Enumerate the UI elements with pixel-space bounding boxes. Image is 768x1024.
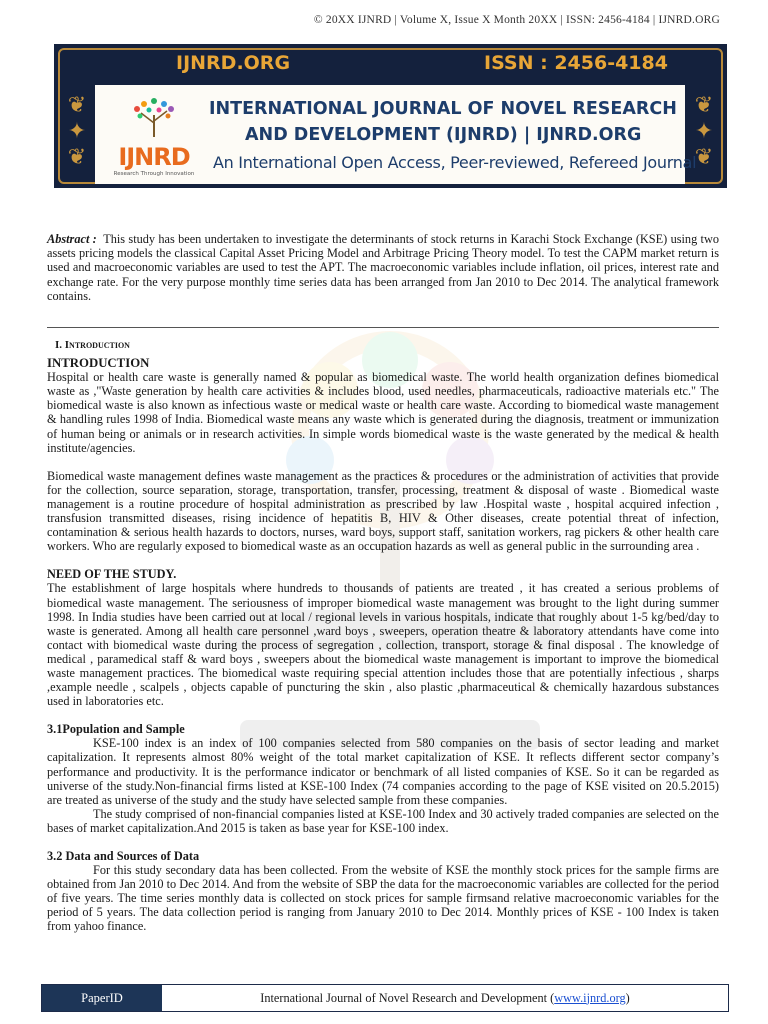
section-number: I.	[55, 339, 63, 351]
tree-logo-icon	[127, 97, 181, 137]
journal-title-line1: INTERNATIONAL JOURNAL OF NOVEL RESEARCH	[209, 99, 677, 119]
banner-panel	[95, 85, 697, 184]
intro-paragraph-1: Hospital or health care waste is generally named & popular as biomedical waste. The world health organization defines biomedical waste as ,"Waste generation by health care activities & includes blood, used needles, pharmaceuticals, radioactive materials etc." The biomedical waste is also known as infectious waste or medical waste or health care waste. According to biomedical waste management & handling rules 1998 of India. Biomedical waste means any waste which is generated during the diagnosis, treatment or immunization of human being or animals or in research activities. In simple words biomedical waste is the waste generated by the medical & health institute/agencies.	[47, 370, 719, 455]
header-citation: © 20XX IJNRD | Volume X, Issue X Month 20XX | ISSN: 2456-4184 | IJNRD.ORG	[313, 14, 720, 26]
abstract-text: This study has been undertaken to investigate the determinants of stock returns in Karachi Stock Exchange (KSE) using two assets pricing models the classical Capital Asset Pricing Model and Arbitrage Pricing Theory model. To test the CAPM market return is used and macroeconomic variables are used to test the APT. The macroeconomic variables include inflation, oil prices, interest rate and exchange rate. For the very purpose monthly time series data has been arranged from Jan 2010 to Dec 2014. The analytical framework contains.	[47, 232, 719, 303]
footer-journal-name	[162, 985, 728, 1011]
footer-close-paren: )	[625, 990, 630, 1005]
section-divider	[47, 327, 719, 328]
data-sources-heading: 3.2 Data and Sources of Data	[47, 849, 200, 863]
population-paragraph-2: The study comprised of non-financial companies listed at KSE-100 Index and 30 actively traded companies are selected on the bases of market capitalization.And 2015 is taken as base year for KSE-100 index.	[47, 806, 719, 835]
banner-site-label: IJNRD.ORG	[176, 52, 291, 74]
introduction-heading: INTRODUCTION	[47, 356, 150, 371]
need-paragraph: The establishment of large hospitals where hundreds to thousands of patients are treated , it has created a serious problems of biomedical waste management. The seriousness of improper biomedical waste management was brought to the light during summer 1998. In India studies have been carried out at local / regional levels in various hospitals, indicate that roughly about 1-5 kg/bed/day to waste is generated. Among all health care personnel ,ward boys , sweepers, operation theatre & laboratory attendants have come into contact with biomedical waste during the process of segregation , collection, transport, storage & final disposal . The knowledge of medical , paramedical staff & ward boys , sweepers about the biomedical waste management is important to improve the biomedical waste management practices. The biomedical waste requiring special attention includes those that are potentially infectious , sharps ,example needle , scalpels , objects capable of puncturing the skin , also plastic ,pharmaceutical & chemically hazardous substances used in laboratories etc.	[47, 581, 719, 709]
population-paragraph-1: KSE-100 index is an index of 100 companies selected from 580 companies on the basis of sector leading and market capitalization. It represents almost 80% weight of the total market capitalization of KSE. It reflects different sector company’s performance and productivity. It is the performance indicator or benchmark of all listed companies of KSE. So it can be regarded as universe of the study.Non-financial firms listed at KSE-100 Index (74 companies according to the page of KSE visited on 20.5.2015) are treated as universe of the study and the study have selected sample from these companies.	[47, 736, 719, 807]
population-heading: 3.1Population and Sample	[47, 722, 185, 737]
main-content	[47, 338, 719, 934]
logo-tagline: Research Through Innovation	[113, 171, 195, 177]
page-footer	[41, 984, 729, 1012]
journal-website-link[interactable]: www.ijnrd.org	[554, 990, 626, 1005]
intro-paragraph-2: Biomedical waste management defines waste management as the practices & procedures or the administration of activities that provide for the collection, source separation, storage, transportation, transfer, processing, treatment & disposal of waste . Biomedical waste management is a routine procedure of hospital administration as prescribed by law .Hospital waste , hospital acquired infection , transfusion transmitted diseases, rising incidence of hepatitis B, HIV & Other diseases, create potential threat of infection, contamination & serious health hazards to doctors, nurses, ward boys, support staff, sanitation workers, rag pickers & other health care workers. Who are regularly exposed to biomedical waste as an occupation hazards as well as general public in the surrounding area .	[47, 468, 719, 554]
section-roman-heading	[55, 338, 719, 352]
logo-wordmark: IJNRD	[118, 143, 190, 171]
need-heading: NEED OF THE STUDY.	[47, 567, 177, 582]
journal-logo	[109, 97, 199, 179]
paper-id-label: PaperID	[42, 985, 162, 1011]
right-ornament-icon: ❦ ✦ ❦	[694, 92, 714, 169]
left-ornament-icon: ❦ ✦ ❦	[67, 92, 87, 169]
banner-issn-label: ISSN : 2456-4184	[484, 52, 668, 74]
journal-title-line2: AND DEVELOPMENT (IJNRD) | IJNRD.ORG	[245, 125, 642, 145]
abstract-label: Abstract :	[47, 232, 97, 246]
abstract	[47, 232, 719, 303]
section-roman-title: Introduction	[64, 339, 130, 351]
journal-subtitle: An International Open Access, Peer-reviewed, Refereed Journal	[213, 153, 697, 172]
data-sources-paragraph: For this study secondary data has been collected. From the website of KSE the monthly stock prices for the sample firms are obtained from Jan 2010 to Dec 2014. And from the website of SBP the data for the macroeconomic variables are collected for the period of five years. The time series monthly data is collected on stock prices for sample firmsand relative macroeconomic variables for the period of 5 years. The data collection period is ranging from January 2010 to Dec 2014. Monthly prices of KSE - 100 Index is taken from yahoo finance.	[47, 863, 719, 934]
journal-banner	[54, 44, 727, 188]
footer-journal-text: International Journal of Novel Research and Development (	[260, 990, 555, 1005]
